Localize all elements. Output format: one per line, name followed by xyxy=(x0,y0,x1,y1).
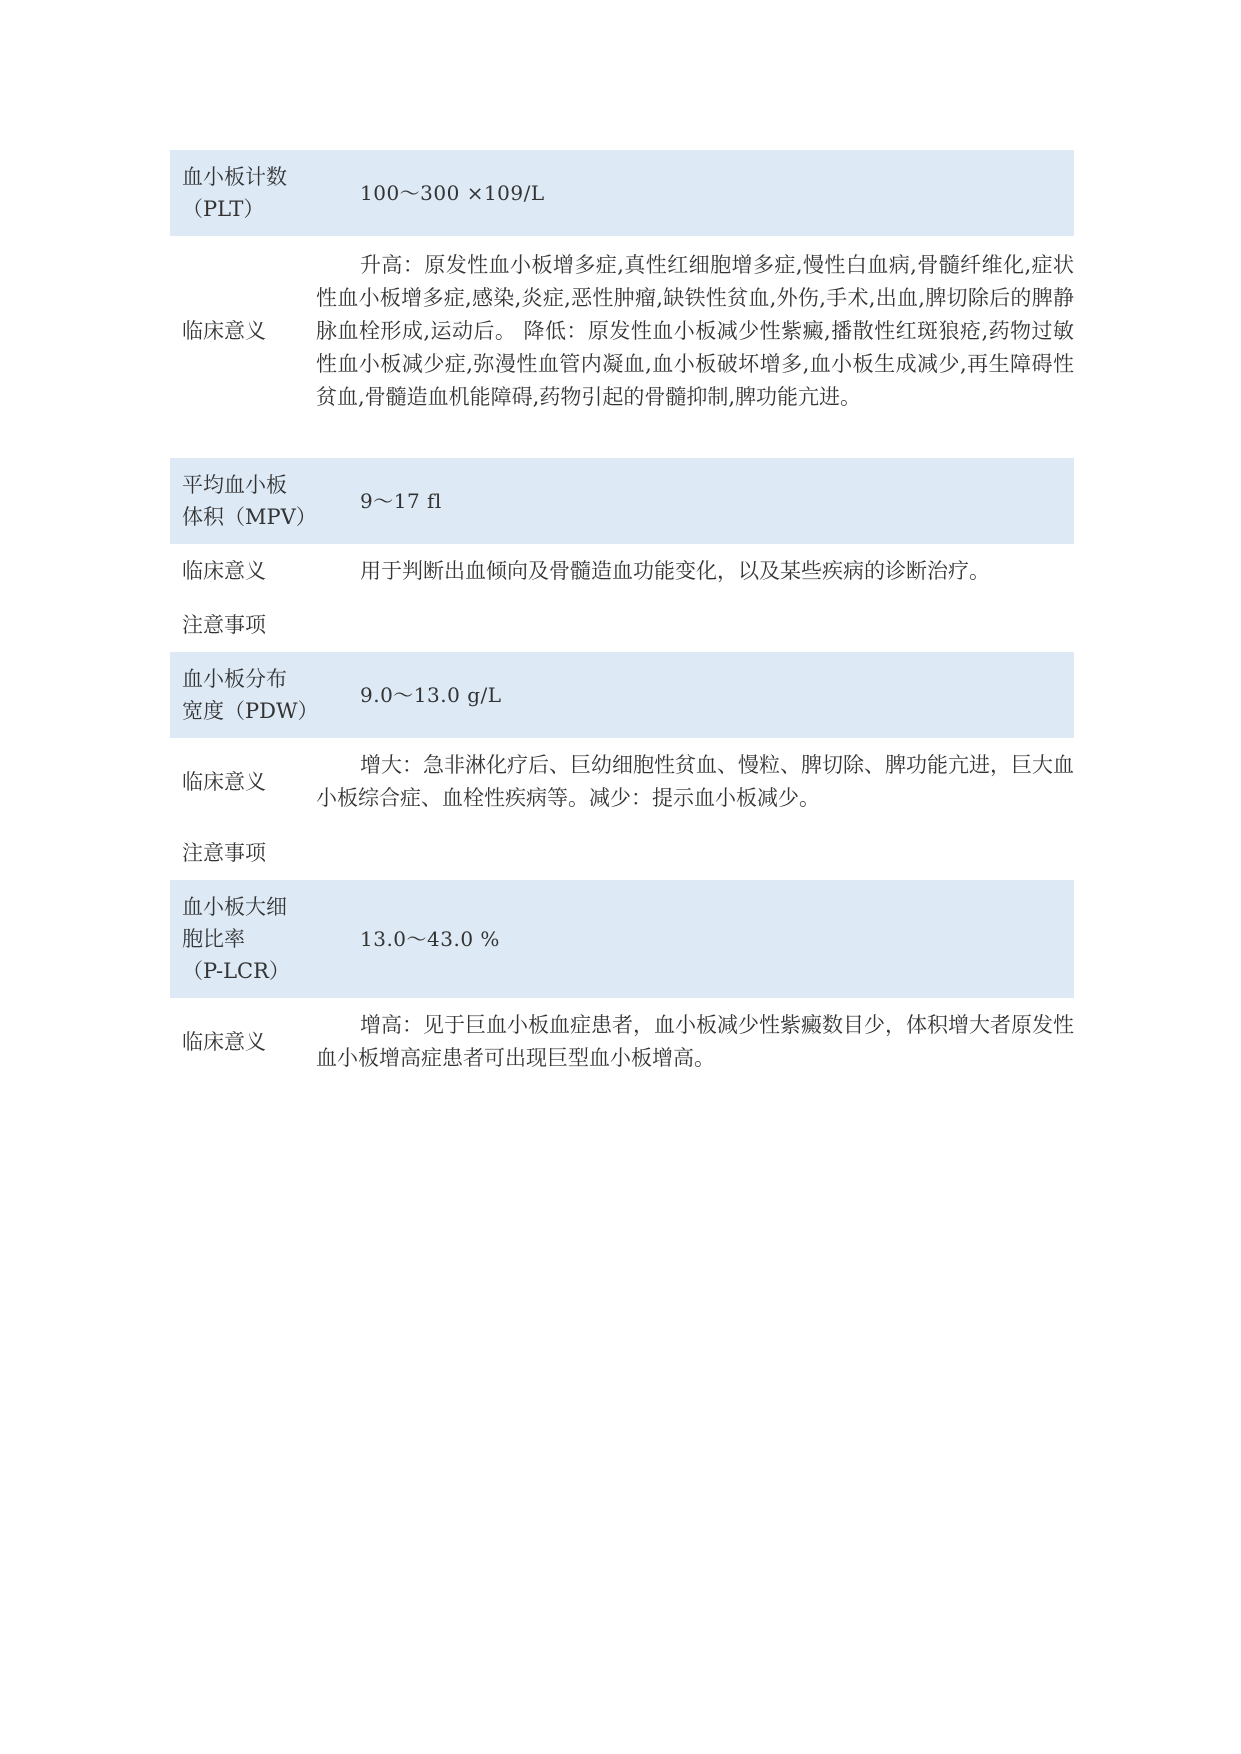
reference-range: 100～300 ×109/L xyxy=(360,181,545,205)
test-name: 血小板分布 宽度（PDW） xyxy=(182,667,319,723)
test-header-row xyxy=(170,150,1074,236)
reference-range: 9～17 fl xyxy=(360,489,442,513)
clinical-significance-row xyxy=(170,544,1074,598)
clinical-significance-text: 用于判断出血倾向及骨髓造血功能变化，以及某些疾病的诊断治疗。 xyxy=(360,558,990,583)
test-name: 血小板大细 胞比率 （P-LCR） xyxy=(182,895,290,983)
clinical-significance-text: 增大：急非淋化疗后、巨幼细胞性贫血、慢粒、脾切除、脾功能亢进，巨大血小板综合症、血栓性疾病等。减少：提示血小板减少。 xyxy=(316,753,1074,810)
clinical-significance-label: 临床意义 xyxy=(182,770,266,794)
clinical-significance-label: 临床意义 xyxy=(182,1030,266,1054)
clinical-significance-label: 临床意义 xyxy=(182,559,266,583)
reference-range: 9.0～13.0 g/L xyxy=(360,683,502,707)
clinical-significance-row xyxy=(170,738,1074,826)
document-body xyxy=(170,150,1074,1086)
test-header-row xyxy=(170,652,1074,738)
test-header-row xyxy=(170,880,1074,998)
spacer xyxy=(170,426,1074,458)
notes-row xyxy=(170,598,1074,652)
notes-label: 注意事项 xyxy=(182,613,266,637)
clinical-significance-row xyxy=(170,998,1074,1086)
notes-row xyxy=(170,826,1074,880)
notes-label: 注意事项 xyxy=(182,841,266,865)
clinical-significance-label: 临床意义 xyxy=(182,319,266,343)
reference-range: 13.0～43.0 % xyxy=(360,927,500,951)
clinical-significance-row xyxy=(170,236,1074,426)
clinical-significance-text: 升高：原发性血小板增多症,真性红细胞增多症,慢性白血病,骨髓纤维化,症状性血小板增多症,感染,炎症,恶性肿瘤,缺铁性贫血,外伤,手术,出血,脾切除后的脾静脉血栓形成,运动后。 降低：原发性血小板减少性紫癜,播散性红斑狼疮,药物过敏性血小板减少症,弥漫性血管内凝血,血小板破坏增多,血小板生成减少,再生障碍性贫血,骨髓造血机能障碍,药物引起的骨髓抑制,脾功能亢进。 xyxy=(316,252,1074,409)
clinical-significance-text: 增高：见于巨血小板血症患者，血小板减少性紫癜数目少，体积增大者原发性血小板增高症患者可出现巨型血小板增高。 xyxy=(316,1013,1074,1070)
test-name: 血小板计数 （PLT） xyxy=(182,165,287,221)
test-name: 平均血小板 体积（MPV） xyxy=(182,473,317,529)
test-header-row xyxy=(170,458,1074,544)
